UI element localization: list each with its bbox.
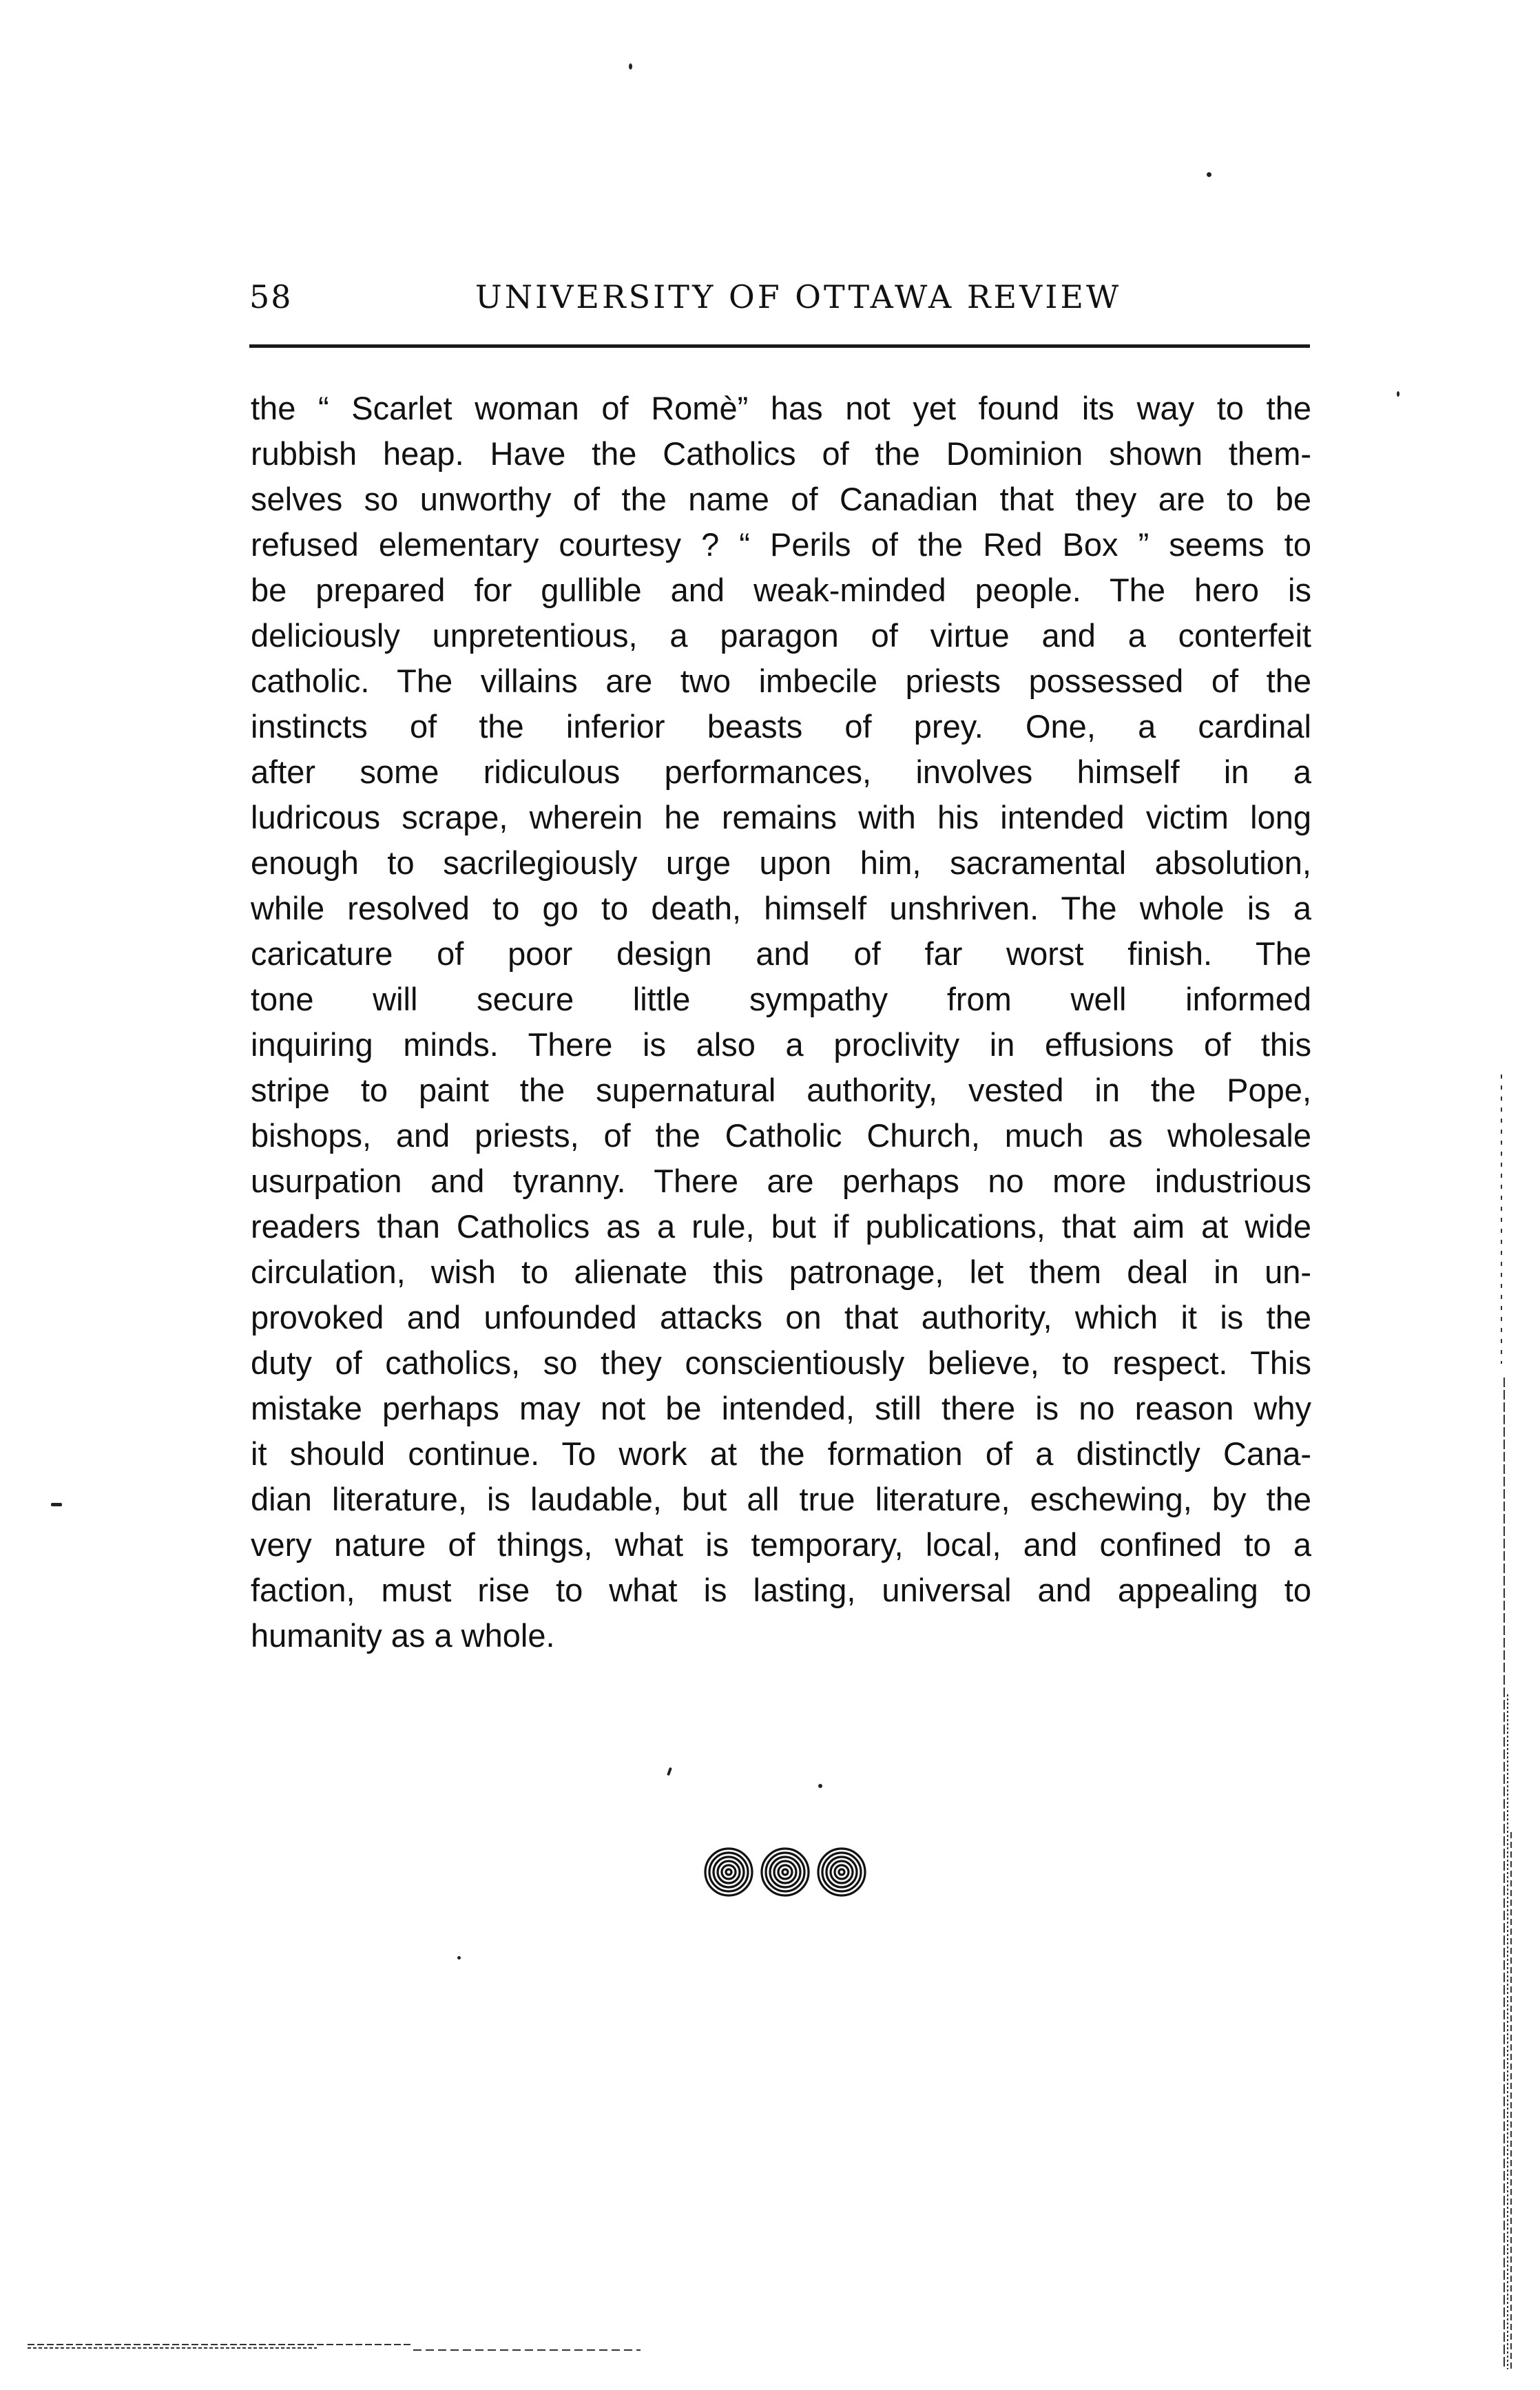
text-line: dian literature, is laudable, but all true literature, eschewing, by the (251, 1481, 1311, 1517)
text-line: while resolved to go to death, himself unshriven. The whole is a (251, 890, 1311, 926)
text-line: caricature of poor design and of far worst finish. The (251, 935, 1311, 972)
text-line: ludricous scrape, wherein he remains with his intended victim long (251, 799, 1311, 835)
spiral-icon (703, 1846, 755, 1898)
scan-speck (818, 1784, 822, 1788)
scan-speck (1397, 391, 1399, 397)
text-line: stripe to paint the supernatural authority, vested in the Pope, (251, 1072, 1311, 1108)
scan-bottom-strip (28, 2342, 641, 2353)
text-line: selves so unworthy of the name of Canadian that they are to be (251, 481, 1311, 517)
text-line: the “ Scarlet woman of Romè” has not yet found its way to the (251, 390, 1311, 426)
text-line: rubbish heap. Have the Catholics of the Dominion shown them- (251, 435, 1311, 472)
text-line: after some ridiculous performances, involves himself in a (251, 754, 1311, 790)
text-line: readers than Catholics as a rule, but if publications, that aim at wide (251, 1208, 1311, 1245)
spiral-icon (815, 1846, 868, 1898)
triple-spiral-ornament-icon (703, 1846, 868, 1898)
text-line: inquiring minds. There is also a proclivity in effusions of this (251, 1026, 1311, 1063)
text-line: bishops, and priests, of the Catholic Church, much as wholesale (251, 1117, 1311, 1154)
scan-edge-strip (1499, 1074, 1514, 2369)
text-line: tone will secure little sympathy from well informed (251, 981, 1311, 1017)
text-line: enough to sacrilegiously urge upon him, sacramental absolution, (251, 844, 1311, 881)
text-line: deliciously unpretentious, a paragon of virtue and a conterfeit (251, 617, 1311, 654)
text-line: mistake perhaps may not be intended, still there is no reason why (251, 1390, 1311, 1426)
text-line: refused elementary courtesy ? “ Perils of the Red Box ” seems to (251, 526, 1311, 563)
text-line: it should continue. To work at the formation of a distinctly Cana- (251, 1435, 1311, 1472)
text-line: catholic. The villains are two imbecile priests possessed of the (251, 663, 1311, 699)
page-number: 58 (249, 278, 293, 315)
scan-speck (51, 1503, 62, 1506)
article-body (251, 386, 1311, 1659)
text-line: circulation, wish to alienate this patronage, let them deal in un- (251, 1254, 1311, 1290)
text-line: instincts of the inferior beasts of prey. One, a cardinal (251, 708, 1311, 745)
text-line: very nature of things, what is temporary, local, and confined to a (251, 1526, 1311, 1563)
spiral-icon (759, 1846, 811, 1898)
scan-speck (457, 1956, 461, 1960)
text-line: humanity as a whole. (251, 1617, 555, 1654)
scan-speck (629, 63, 632, 70)
text-line: provoked and unfounded attacks on that authority, which it is the (251, 1299, 1311, 1336)
text-line: faction, must rise to what is lasting, universal and appealing to (251, 1572, 1311, 1608)
running-title: UNIVERSITY OF OTTAWA REVIEW (475, 278, 1122, 315)
text-line: be prepared for gullible and weak-minded people. The hero is (251, 572, 1311, 608)
text-line: duty of catholics, so they conscientiously believe, to respect. This (251, 1344, 1311, 1381)
scan-speck (1207, 172, 1211, 177)
header-rule (249, 344, 1310, 348)
text-line: usurpation and tyranny. There are perhaps no more industrious (251, 1163, 1311, 1199)
scan-speck (667, 1767, 672, 1776)
